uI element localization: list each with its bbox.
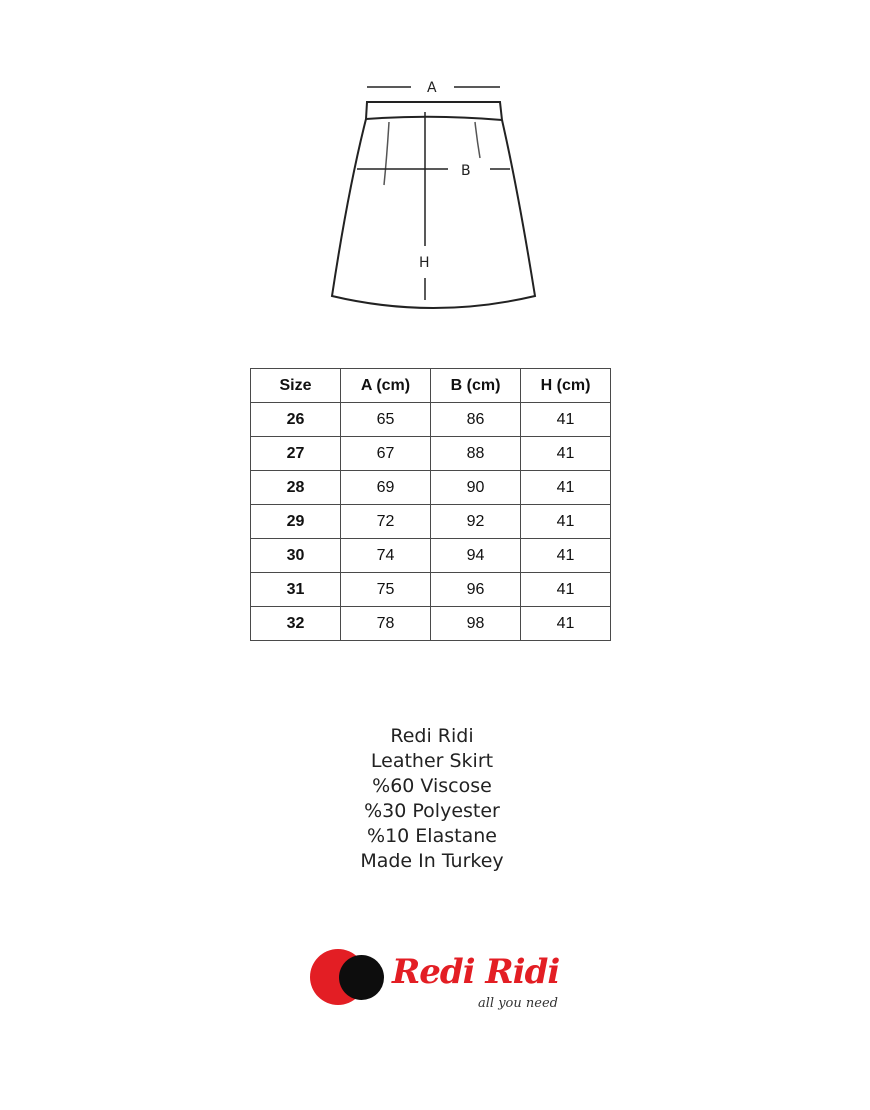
measure-b-label: B bbox=[461, 163, 471, 179]
measure-a-label: A bbox=[427, 80, 437, 96]
table-cell: 92 bbox=[431, 505, 521, 539]
size-cell: 27 bbox=[251, 437, 341, 471]
table-cell: 41 bbox=[521, 539, 611, 573]
table-cell: 41 bbox=[521, 505, 611, 539]
table-row bbox=[251, 403, 611, 437]
brand-logo bbox=[308, 946, 568, 1026]
measure-h-label: H bbox=[419, 255, 430, 271]
size-cell: 28 bbox=[251, 471, 341, 505]
table-cell: 69 bbox=[341, 471, 431, 505]
table-row bbox=[251, 505, 611, 539]
table-row bbox=[251, 437, 611, 471]
logo-black-circle-icon bbox=[339, 955, 384, 1000]
skirt-measurement-diagram bbox=[320, 70, 550, 320]
product-brand-line: Redi Ridi bbox=[390, 725, 474, 747]
table-cell: 41 bbox=[521, 573, 611, 607]
size-cell: 32 bbox=[251, 607, 341, 641]
size-cell: 31 bbox=[251, 573, 341, 607]
table-header-cell: A (cm) bbox=[341, 369, 431, 403]
skirt-waistband bbox=[366, 102, 502, 120]
skirt-body-outline bbox=[332, 119, 535, 308]
composition-polyester-line: %30 Polyester bbox=[364, 800, 500, 822]
table-cell: 72 bbox=[341, 505, 431, 539]
skirt-dart-left bbox=[384, 122, 389, 185]
composition-elastane-line: %10 Elastane bbox=[367, 825, 497, 847]
size-cell: 26 bbox=[251, 403, 341, 437]
table-row bbox=[251, 607, 611, 641]
table-cell: 94 bbox=[431, 539, 521, 573]
table-cell: 86 bbox=[431, 403, 521, 437]
table-row bbox=[251, 471, 611, 505]
table-cell: 65 bbox=[341, 403, 431, 437]
table-cell: 88 bbox=[431, 437, 521, 471]
skirt-dart-right bbox=[475, 122, 480, 158]
table-cell: 75 bbox=[341, 573, 431, 607]
table-cell: 41 bbox=[521, 607, 611, 641]
table-header-cell: B (cm) bbox=[431, 369, 521, 403]
table-header-cell: Size bbox=[251, 369, 341, 403]
size-cell: 30 bbox=[251, 539, 341, 573]
table-cell: 98 bbox=[431, 607, 521, 641]
logo-tagline: all you need bbox=[478, 996, 558, 1011]
table-cell: 96 bbox=[431, 573, 521, 607]
skirt-drawing bbox=[320, 70, 550, 320]
product-name-line: Leather Skirt bbox=[370, 750, 494, 772]
table-cell: 90 bbox=[431, 471, 521, 505]
table-cell: 78 bbox=[341, 607, 431, 641]
table-cell: 67 bbox=[341, 437, 431, 471]
table-row bbox=[251, 573, 611, 607]
table-header-row bbox=[251, 369, 611, 403]
table-cell: 74 bbox=[341, 539, 431, 573]
origin-line: Made In Turkey bbox=[360, 850, 504, 872]
table-cell: 41 bbox=[521, 471, 611, 505]
table-cell: 41 bbox=[521, 403, 611, 437]
table-header-cell: H (cm) bbox=[521, 369, 611, 403]
table-row bbox=[251, 539, 611, 573]
product-info bbox=[0, 724, 864, 874]
size-chart-table bbox=[250, 368, 611, 641]
table-cell: 41 bbox=[521, 437, 611, 471]
composition-viscose-line: %60 Viscose bbox=[372, 775, 492, 797]
size-cell: 29 bbox=[251, 505, 341, 539]
logo-wordmark: Redi Ridi bbox=[392, 952, 560, 992]
